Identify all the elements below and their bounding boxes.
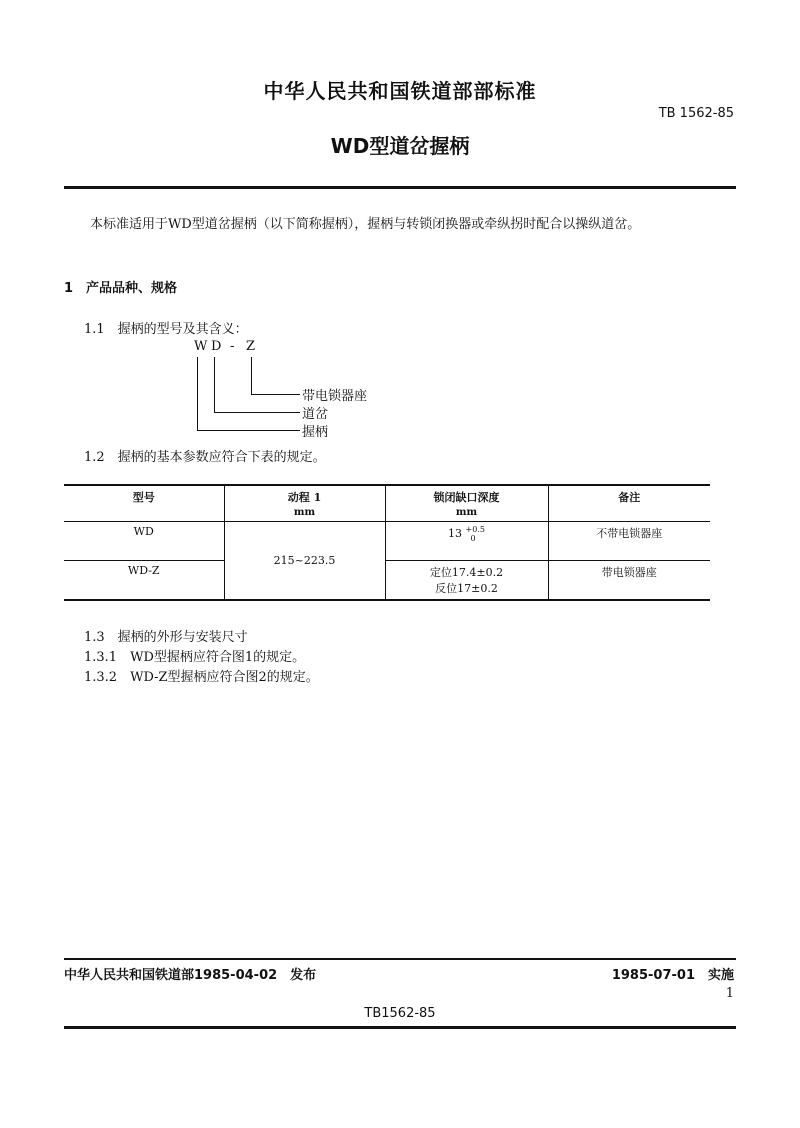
cell-model: WD [64, 522, 224, 561]
footer-rule-bottom [64, 1026, 736, 1029]
section-1-1: 1.1 握柄的型号及其含义： [84, 322, 248, 337]
connector-w-vertical [197, 357, 198, 430]
header-rule [64, 186, 736, 189]
label-switch: 道岔 [302, 407, 329, 422]
tolerance-lower: 0 [470, 534, 476, 543]
footer-effective-date: 1985-07-01 实施 [611, 968, 734, 983]
depth-reverse-position: 反位17±0.2 [435, 582, 498, 595]
footer-standard-code: TB1562-85 [364, 1006, 436, 1021]
connector-d-vertical [214, 357, 215, 412]
label-electric-lock-seat: 带电锁器座 [302, 389, 368, 404]
section-1-heading: 1 产品品种、规格 [64, 281, 178, 296]
document-org-heading: 中华人民共和国铁道部部标准 [263, 79, 537, 103]
connector-d-horizontal [214, 412, 300, 413]
document-title: WD型道岔握柄 [330, 134, 470, 158]
section-1-3-2: 1.3.2 WD-Z型握柄应符合图2的规定。 [84, 670, 319, 685]
intro-paragraph: 本标准适用于WD型道岔握柄（以下简称握柄），握柄与转锁闭换器或牵纵拐时配合以操纵道岔。 [90, 217, 641, 232]
cell-travel: 215~223.5 [224, 522, 385, 601]
header-travel: 动程 1 mm [224, 485, 385, 522]
cell-depth [385, 561, 548, 601]
cell-depth: 13 +0.5 0 [385, 522, 548, 561]
tolerance-upper: +0.5 [465, 525, 485, 534]
footer-issuer: 中华人民共和国铁道部1985-04-02 发布 [64, 968, 317, 983]
cell-remark: 带电锁器座 [548, 561, 710, 601]
code-dash: - [230, 339, 235, 354]
section-1-3-1: 1.3.1 WD型握柄应符合图1的规定。 [84, 650, 306, 665]
parameter-table [64, 484, 710, 601]
table-row [64, 561, 710, 601]
code-letter-d: D [211, 339, 222, 354]
standard-code: TB 1562-85 [658, 106, 734, 121]
label-handle: 握柄 [302, 425, 329, 440]
cell-remark: 不带电锁器座 [548, 522, 710, 561]
unit-travel: mm [293, 507, 316, 518]
connector-w-horizontal [197, 430, 300, 431]
connector-z-vertical [251, 357, 252, 394]
header-remark: 备注 [548, 485, 710, 522]
table-row [64, 522, 710, 561]
unit-depth: mm [455, 507, 478, 518]
section-1-3: 1.3 握柄的外形与安装尺寸 [84, 630, 248, 645]
depth-normal-position: 定位17.4±0.2 [429, 566, 504, 579]
table-header-row [64, 485, 710, 522]
cell-model: WD-Z [64, 561, 224, 601]
connector-z-horizontal [251, 394, 300, 395]
code-letter-z: Z [246, 339, 256, 354]
footer-rule-top [64, 958, 736, 960]
header-model: 型号 [64, 485, 224, 522]
header-lock-depth: 锁闭缺口深度 mm [385, 485, 548, 522]
code-letter-w: W [194, 339, 208, 354]
page-number: 1 [725, 986, 734, 1001]
section-1-2: 1.2 握柄的基本参数应符合下表的规定。 [84, 450, 326, 465]
